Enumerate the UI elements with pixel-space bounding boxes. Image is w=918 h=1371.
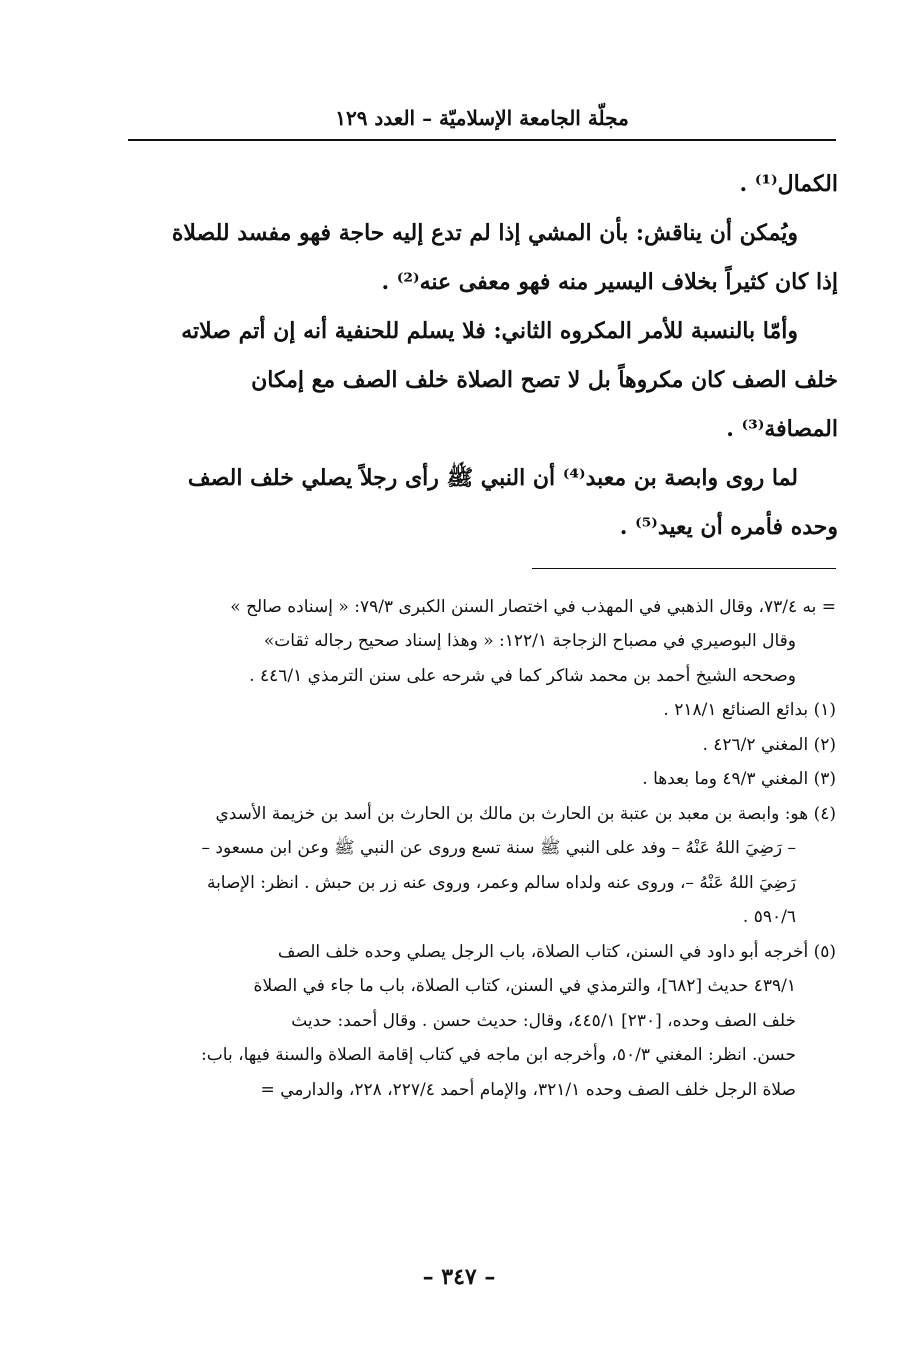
footnote-line: ٤٣٩/١ حديث [٦٨٢]، والترمذي في السنن، كتاب الصلاة، باب ما جاء في الصلاة xyxy=(253,976,796,997)
footnote-line: ٥٩٠/٦ . xyxy=(742,907,796,928)
footnote-divider xyxy=(532,568,836,569)
body-line: وحده فأمره أن يعيد⁽⁵⁾ . xyxy=(619,514,838,540)
body-line: المصافة⁽³⁾ . xyxy=(726,416,838,442)
journal-header: مجلّة الجامعة الإسلاميّة – العدد ١٢٩ xyxy=(335,106,629,130)
page-number: – ٣٤٧ – xyxy=(422,1264,496,1290)
footnote-line: حسن. انظر: المغني ٥٠/٣، وأخرجه ابن ماجه في كتاب إقامة الصلاة والسنة فيها، باب: xyxy=(201,1045,796,1066)
footnote-line: = به ٧٣/٤، وقال الذهبي في المهذب في اختصار السنن الكبرى ٧٩/٣: « إسناده صالح » xyxy=(230,596,836,617)
body-line: لما روى وابصة بن معبد⁽⁴⁾ أن النبي ﷺ رأى رجلاً يصلي خلف الصف xyxy=(187,465,798,491)
body-line: ويُمكن أن يناقش: بأن المشي إذا لم تدع إليه حاجة فهو مفسد للصلاة xyxy=(171,220,798,246)
header-divider xyxy=(128,139,836,141)
footnote-line: خلف الصف وحده، [٢٣٠] ٤٤٥/١، وقال: حديث حسن . وقال أحمد: حديث xyxy=(291,1010,796,1031)
body-line: إذا كان كثيراً بخلاف اليسير منه فهو معفى عنه⁽²⁾ . xyxy=(381,269,838,295)
footnote-line: (٤) هو: وابصة بن معبد بن عتبة بن الحارث بن مالك بن الحارث بن أسد بن خزيمة الأسدي xyxy=(215,803,836,824)
footnote-line: وقال البوصيري في مصباح الزجاجة ١٢٢/١: « وهذا إسناد صحيح رجاله ثقات» xyxy=(263,631,796,652)
footnote-line: (٥) أخرجه أبو داود في السنن، كتاب الصلاة، باب الرجل يصلي وحده خلف الصف xyxy=(277,941,836,962)
body-line: الكمال⁽¹⁾ . xyxy=(739,171,838,197)
main-text xyxy=(128,160,838,552)
footnote-line: رَضِيَ اللهُ عَنْهُ –، وروى عنه ولداه سالم وعمر، وروى عنه زر بن حبش . انظر: الإصابة xyxy=(206,872,796,893)
footnote-line: وصححه الشيخ أحمد بن محمد شاكر كما في شرحه على سنن الترمذي ٤٤٦/١ . xyxy=(249,665,796,686)
body-line: وأمّا بالنسبة للأمر المكروه الثاني: فلا يسلم للحنفية أنه إن أتم صلاته xyxy=(181,318,798,344)
footnote-line: (٢) المغني ٤٢٦/٢ . xyxy=(702,734,836,755)
footnote-line: – رَضِيَ اللهُ عَنْهُ – وفد على النبي ﷺ سنة تسع وروى عن النبي ﷺ وعن ابن مسعود – xyxy=(201,838,796,859)
footnote-line: (١) بدائع الصنائع ٢١٨/١ . xyxy=(663,700,836,721)
footnote-line: صلاة الرجل خلف الصف وحده ٣٢١/١، والإمام أحمد ٢٢٧/٤، ٢٢٨، والدارمي = xyxy=(260,1079,796,1100)
footnotes xyxy=(120,590,836,1108)
body-line: خلف الصف كان مكروهاً بل لا تصح الصلاة خلف الصف مع إمكان xyxy=(251,367,838,393)
footnote-line: (٣) المغني ٤٩/٣ وما بعدها . xyxy=(642,769,836,790)
